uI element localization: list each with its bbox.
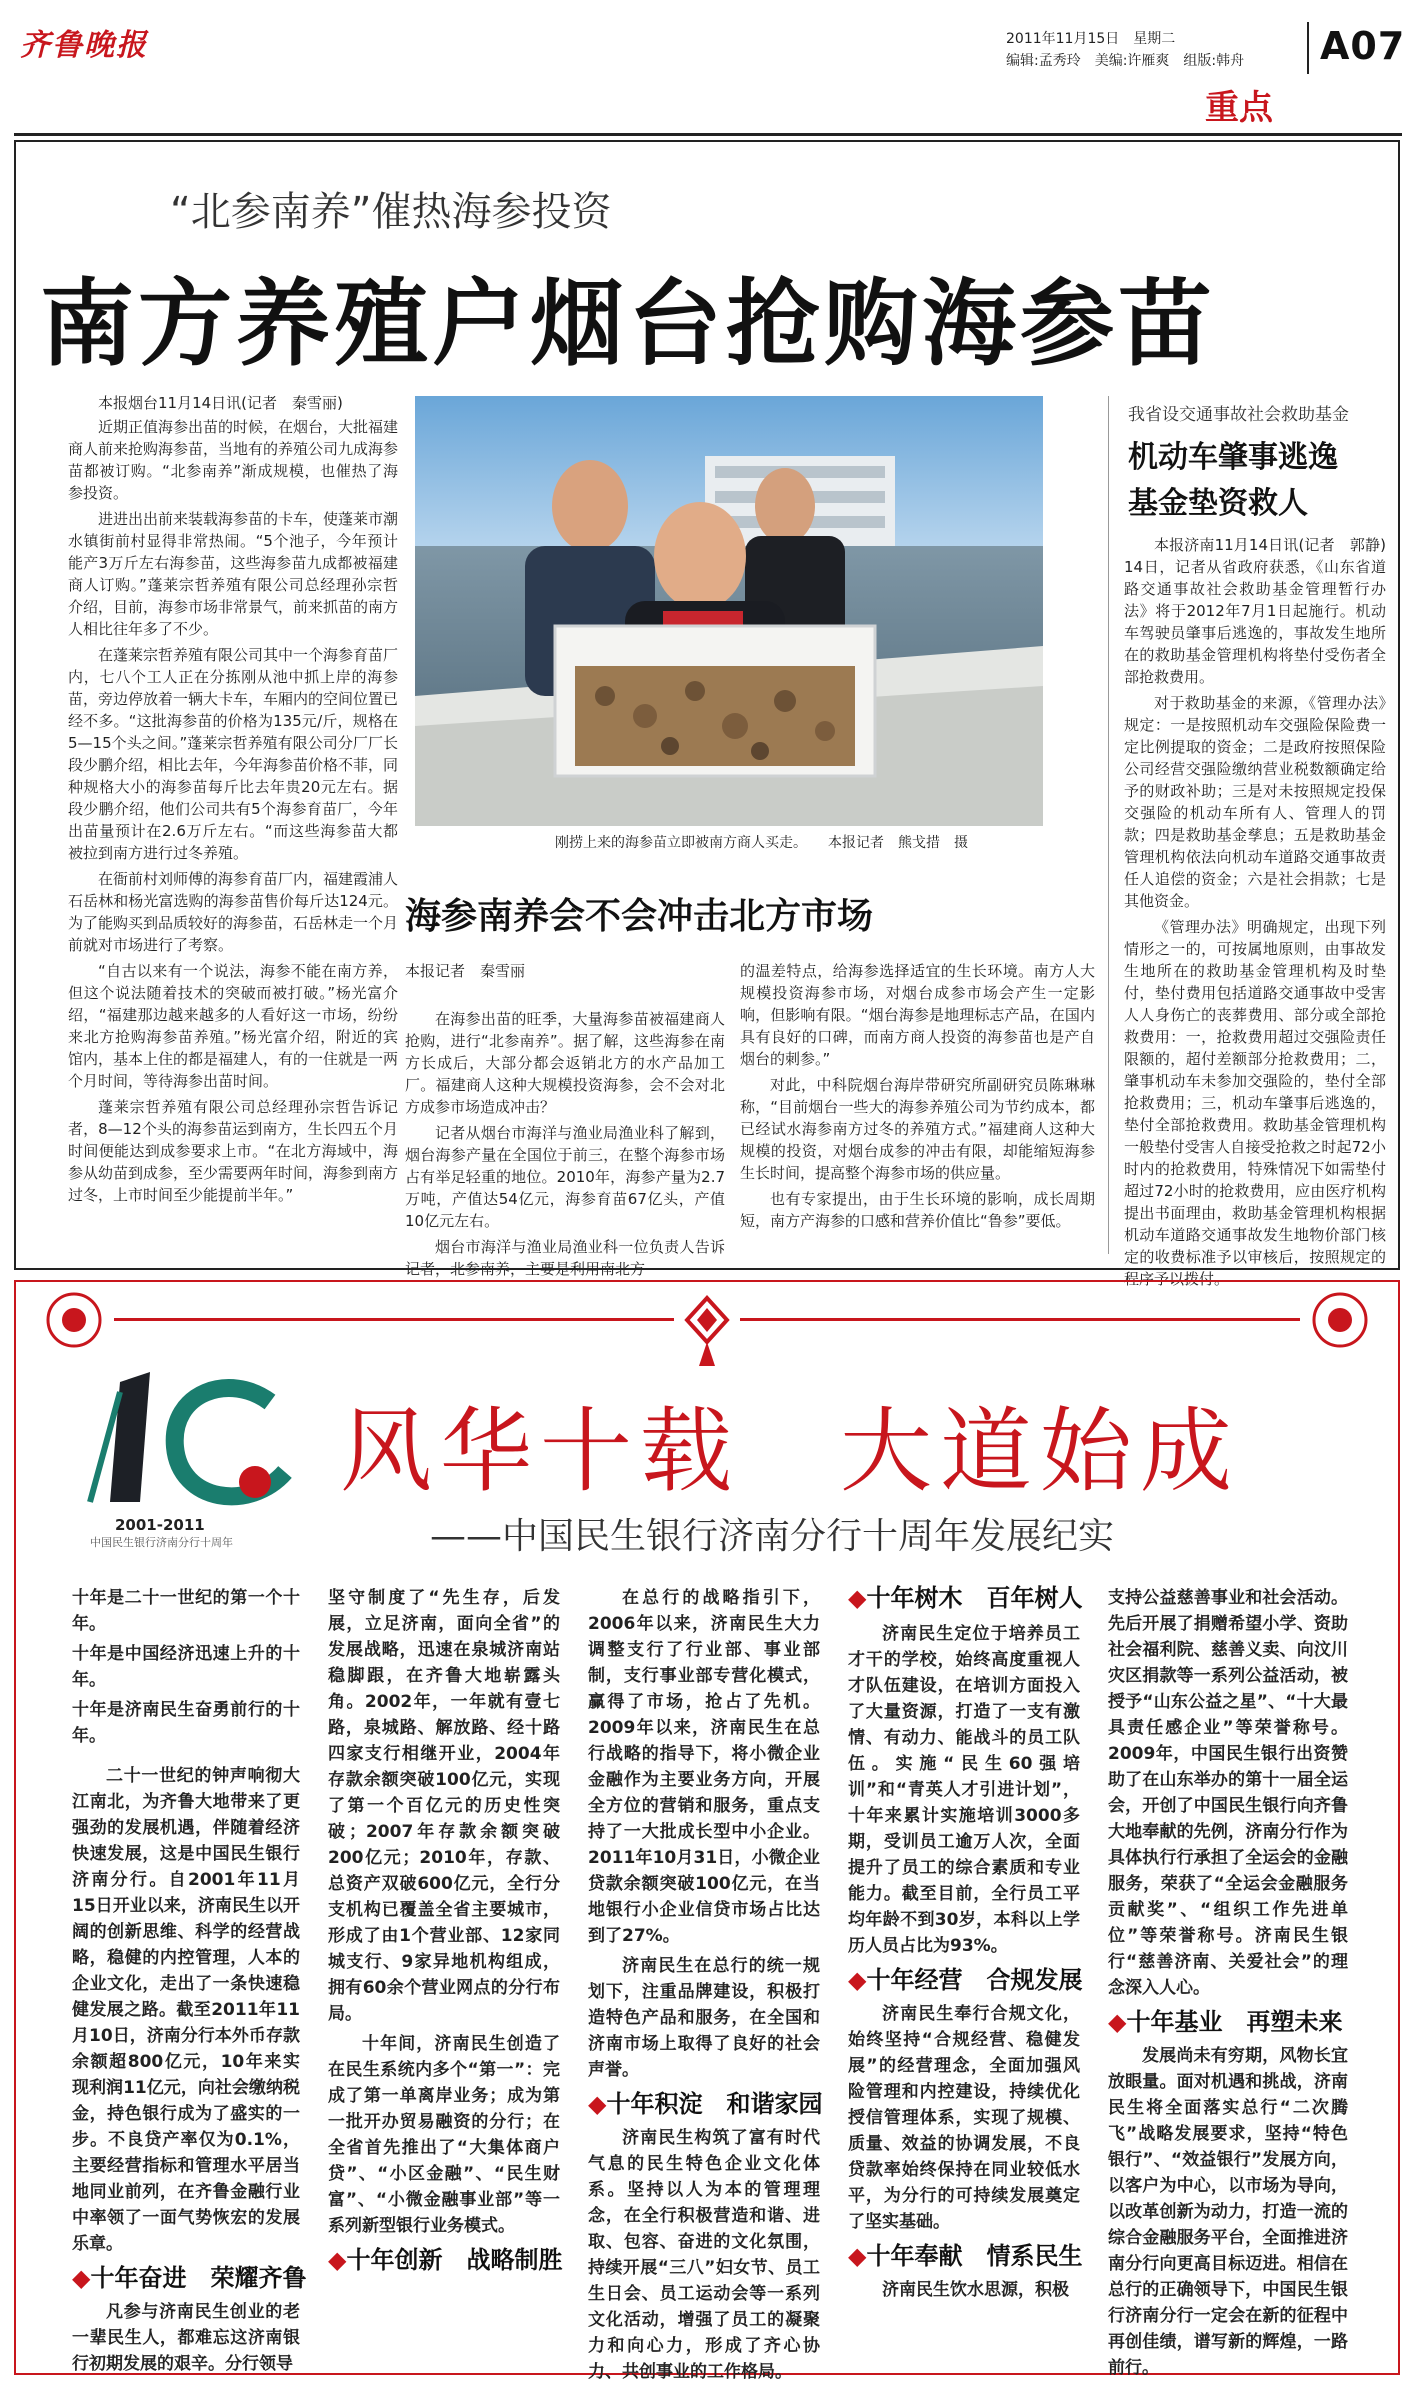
sidebar-kicker: 我省设交通事故社会救助基金 [1128, 405, 1349, 425]
middle-article-column-2 [740, 960, 1095, 1236]
sidebar-divider [1108, 396, 1109, 1254]
section-heading-text: 十年奉献 情系民生 [866, 2242, 1083, 2270]
article-paragraph: 烟台市海洋与渔业局渔业科一位负责人告诉记者，北参南养，主要是利用南北方 [405, 1238, 725, 1278]
section-heading [848, 2242, 1083, 2270]
advertorial-paragraph: 发展尚未有穷期，风物长宜放眼量。面对机遇和挑战，济南民生将全面落实总行“二次腾飞”战略发展要求，坚持“特色银行”、“效益银行”发展方向，以客户为中心，以市场为导向，以改革创新为动力，打造一流的综合金融服务平台，全面推进济南分行向更高目标迈进。相信在总行的正确领导下，中国民生银行济南分行一定会在新的征程中再创佳绩，谱写新的辉煌，一路前行。 [1108, 2046, 1348, 2378]
news-photo-sea-cucumber-boat [415, 396, 1043, 826]
ten-year-logo-icon [80, 1362, 320, 1512]
logo-years: 2001-2011 [115, 1516, 205, 1534]
article-paragraph: 也有专家提出，由于生长环境的影响，成长周期短，南方产海参的口感和营养价值比“鲁参”要低。 [740, 1190, 1095, 1230]
section-heading-text: 十年树木 百年树人 [866, 1584, 1083, 1612]
masthead-logo: 齐鲁晚报 [20, 28, 148, 63]
article-paragraph: 在海参出苗的旺季，大量海参苗被福建商人抢购，进行“北参南养”。据了解，这些海参在南方长成后，大部分都会返销北方的水产品加工厂。福建商人这种大规模投资海参，会不会对北方成参市场造成冲击？ [405, 1010, 725, 1116]
article-paragraph: 蓬莱宗哲养殖有限公司总经理孙宗哲告诉记者，8—12个头的海参苗运到南方，生长四五个月时间便能达到成参要求上市。“在北方海域中，海参从幼苗到成参，至少需要两年时间，海参到南方过冬，上市时间至少能提前半年。” [68, 1098, 399, 1204]
section-heading-text: 十年奋进 荣耀齐鲁 [90, 2264, 307, 2292]
article-headline: 南方养殖户烟台抢购海参苗 [40, 270, 1217, 379]
left-article-column [68, 392, 398, 1210]
sidebar-column [1124, 534, 1402, 1294]
section-heading [848, 1584, 1083, 1612]
section-label: 重点 [1205, 88, 1273, 128]
article-paragraph: 本报济南11月14日讯(记者 郭静) 14日，记者从省政府获悉，《山东省道路交通事故社会救助基金管理暂行办法》将于2012年7月1日起施行。机动车驾驶员肇事后逃逸的，事故发生地所在的救助基金管理机构将垫付受伤者全部抢救费用。 [1124, 536, 1402, 686]
section-heading-text: 十年积淀 和谐家园 [606, 2090, 823, 2118]
advertorial-paragraph: 济南民生定位于培养员工才干的学校，始终高度重视人才队伍建设，在培训方面投入了大量资源，打造了一支有激情、有动力、能战斗的员工队伍。实施“民生60强培训”和“青英人才引进计划”，十年来累计实施培训3000多期，受训员工逾万人次，全面提升了员工的综合素质和专业能力。截至目前，全行员工平均年龄不到30岁，本科以上学历人员占比为93%。 [848, 1624, 1080, 1956]
article-paragraph: “自古以来有一个说法，海参不能在南方养，但这个说法随着技术的突破而被打破。”杨光富介绍，“福建那边越来越多的人看好这一市场，纷纷来北方抢购海参苗养殖。”杨光富介绍，附近的宾馆内，基本上住的都是福建人，有的一住就是一两个月时间，等待海参出苗时间。 [68, 962, 399, 1090]
article-paragraph: 对于救助基金的来源，《管理办法》规定：一是按照机动车交强险保险费一定比例提取的资金；二是政府按照保险公司经营交强险缴纳营业税数额确定给予的财政补助；三是对未按照规定投保交强险的机动车所有人、管理人的罚款；四是救助基金孳息；五是救助基金管理机构依法向机动车道路交通事故责任人追偿的资金；六是社会捐款；七是其他资金。 [1124, 694, 1386, 910]
bullet-icon: ◆ [848, 2242, 867, 2270]
advertorial-paragraph: 十年是二十一世纪的第一个十年。 [72, 1588, 300, 1634]
article-paragraph: 在蓬莱宗哲养殖有限公司其中一个海参育苗厂内，七八个工人正在分拣刚从池中抓上岸的海参苗，旁边停放着一辆大卡车，车厢内的空间位置已经不多。“这批海参苗的价格为135元/斤，规格在5—15个头之间。”蓬莱宗哲养殖有限公司分厂厂长段少鹏介绍，相比去年，今年海参苗价格不菲，同种规格大小的海参苗每斤比去年贵20元左右。据段少鹏介绍，他们公司共有5个海参育苗厂，今年出苗量预计在2.6万斤左右。“而这些海参苗大都被拉到南方进行过冬养殖。 [68, 646, 399, 862]
article-paragraph: 对此，中科院烟台海岸带研究所副研究员陈琳琳称，“目前烟台一些大的海参养殖公司为节约成本，都已经试水海参南方过冬的养殖方式。”福建商人这种大规模的投资，对烟台成参的冲击有限，却能缩短海参生长时间，提高整个海参市场的供应量。 [740, 1076, 1095, 1182]
bullet-icon: ◆ [848, 1966, 867, 1994]
advertorial-paragraph: 十年是中国经济迅速上升的十年。 [72, 1644, 300, 1690]
article-byline: 本报烟台11月14日讯(记者 秦雪丽) [98, 394, 343, 412]
article-paragraph: 在衙前村刘师傅的海参育苗厂内，福建霞浦人石岳林和杨光富选购的海参苗售价每斤达124元。为了能购买到品质较好的海参苗，石岳林走一个月前就对市场进行了考察。 [68, 870, 399, 954]
article-kicker: “北参南养”催热海参投资 [170, 189, 612, 235]
bullet-icon: ◆ [588, 2090, 607, 2118]
advertorial-paragraph: 济南民生构筑了富有时代气息的民生特色企业文化体系。坚持以人为本的管理理念，在全行积极营造和谐、进取、包容、奋进的文化氛围，持续开展“三八”妇女节、员工生日会、员工运动会等一系列文化活动，增强了员工的凝聚力和向心力，形成了齐心协力、共创事业的工作格局。 [588, 2128, 820, 2382]
advertorial-column-4 [848, 1584, 1083, 2307]
article-paragraph: 的温差特点，给海参选择适宜的生长环境。南方人大规模投资海参市场，对烟台成参市场会产生一定影响，但影响有限。“烟台海参是地理标志产品，在国内具有良好的口碑，而南方商人投资的海参苗也是产自烟台的刺参。” [740, 962, 1095, 1068]
sidebar-title-line-2: 基金垫资救人 [1128, 486, 1308, 521]
advertorial-column-3 [588, 1585, 823, 2389]
logo-caption: 中国民生银行济南分行十周年 [90, 1536, 233, 1549]
section-heading-text: 十年经营 合规发展 [866, 1966, 1083, 1994]
middle-article-column-1 [405, 960, 725, 1284]
article-paragraph: 记者从烟台市海洋与渔业局渔业科了解到，烟台海参产量在全国位于前三，在整个海参市场占有举足轻重的地位。2010年，海参产量为2.7万吨，产值达54亿元，海参育苗67亿头，产值10亿元左右。 [405, 1124, 725, 1230]
advertorial-paragraph: 支持公益慈善事业和社会活动。先后开展了捐赠希望小学、资助社会福利院、慈善义卖、向汶川灾区捐款等一系列公益活动，被授予“山东公益之星”、“十大最具责任感企业”等荣誉称号。2009年，中国民生银行出资赞助了在山东举办的第十一届全运会，开创了中国民生银行向齐鲁大地奉献的先例，济南分行作为具体执行行承担了全运会的金融服务，荣获了“全运会金融服务贡献奖”、“组织工作先进单位”等荣誉称号。济南民生银行“慈善济南、关爱社会”的理念深入人心。 [1108, 1588, 1348, 1998]
advertorial-paragraph: 十年间，济南民生创造了在民生系统内多个“第一”：完成了第一单离岸业务；成为第一批开办贸易融资的分行；在全省首先推出了“大集体商户贷”、“小区金融”、“民生财富”、“小微金融事业部”等一系列新型银行业务模式。 [328, 2034, 560, 2236]
section-heading-text: 十年创新 战略制胜 [346, 2246, 563, 2274]
article-paragraph: 进进出出前来装载海参苗的卡车，使蓬莱市潮水镇街前村显得非常热闹。“5个池子，今年预计能产3万斤左右海参苗，这些海参苗九成都被福建商人订购。”蓬莱宗哲养殖有限公司总经理孙宗哲介绍，目前，海参市场非常景气，前来抓苗的南方人相比往年多了不少。 [68, 510, 399, 638]
bullet-icon: ◆ [72, 2264, 91, 2292]
issue-date: 2011年11月15日 星期二 [1006, 31, 1176, 47]
advertorial-paragraph: 十年是济南民生奋勇前行的十年。 [72, 1700, 300, 1746]
advertorial-headline: 风华十载 大道始成 [340, 1398, 1241, 1505]
section-heading [328, 2246, 563, 2274]
advertorial-paragraph: 济南民生饮水思源，积极 [882, 2280, 1069, 2300]
decorative-border [14, 1280, 1400, 1370]
section-heading [1108, 2009, 1348, 2035]
anniversary-logo [80, 1362, 320, 1549]
bullet-icon: ◆ [848, 1584, 867, 1612]
sidebar-title-line-1: 机动车肇事逃逸 [1128, 440, 1338, 475]
page-number: A07 [1320, 24, 1406, 68]
advertorial-subtitle: ——中国民生银行济南分行十周年发展纪实 [430, 1516, 1115, 1557]
section-heading [72, 2264, 307, 2292]
advertorial-column-2 [328, 1585, 563, 2281]
section-heading [588, 2090, 823, 2118]
photo-caption: 刚捞上来的海参苗立即被南方商人买走。 本报记者 熊戈措 摄 [555, 835, 968, 851]
advertorial-column-1 [72, 1585, 307, 2381]
section-heading-text: 十年基业 再塑未来 [1126, 2008, 1343, 2036]
advertorial-paragraph: 二十一世纪的钟声响彻大江南北，为齐鲁大地带来了更强劲的发展机遇，伴随着经济快速发展，这是中国民生银行济南分行。自2001年11月15日开业以来，济南民生以开阔的创新思维、科学的经营战略，稳健的内控管理，人本的企业文化，走出了一条快速稳健发展之路。截至2011年11月10日，济南分行本外币存款余额超800亿元，10年来实现利润11亿元，向社会缴纳税金，持色银行成为了盛实的一步。不良贷产率仅为0.1%，主要经营指标和管理水平居当地同业前列，在齐鲁金融行业中率领了一面气势恢宏的发展乐章。 [72, 1766, 300, 2254]
bullet-icon: ◆ [328, 2246, 347, 2274]
advertorial-paragraph: 坚守制度了“先生存，后发展，立足济南，面向全省”的发展战略，迅速在泉城济南站稳脚跟，在齐鲁大地崭露头角。2002年，一年就有壹七路，泉城路、解放路、经十路四家支行相继开业，2004年存款余额突破100亿元，实现了第一个百亿元的历史性突破；2007年存款余额突破200亿元；2010年，存款、总资产双破600亿元，全行分支机构已覆盖全省主要城市，形成了由1个营业部、12家同城支行、9家异地机构组成，拥有60余个营业网点的分行布局。 [328, 1588, 560, 2024]
bullet-icon: ◆ [1108, 2008, 1127, 2036]
article-byline: 本报记者 秦雪丽 [405, 962, 526, 980]
advertorial-paragraph: 济南民生奉行合规文化，始终坚持“合规经营、稳健发展”的经营理念，全面加强风险管理和内控建设，持续优化授信管理体系，实现了规模、质量、效益的协调发展，不良贷款率始终保持在同业较低水平，为分行的可持续发展奠定了坚实基础。 [848, 2004, 1080, 2232]
sub-headline: 海参南养会不会冲击北方市场 [405, 896, 874, 937]
editor-credits: 编辑:孟秀玲 美编:许雁爽 组版:韩舟 [1006, 53, 1245, 69]
article-paragraph: 近期正值海参出苗的时候，在烟台，大批福建商人前来抢购海参苗，当地有的养殖公司九成海参苗都被订购。“北参南养”渐成规模，也催热了海参投资。 [68, 418, 399, 502]
section-heading [848, 1966, 1083, 1994]
header-divider [1307, 22, 1309, 74]
advertorial-paragraph: 济南民生在总行的统一规划下，注重品牌建设，积极打造特色产品和服务，在全国和济南市场上取得了良好的社会声誉。 [588, 1956, 820, 2080]
article-paragraph: 《管理办法》明确规定，出现下列情形之一的，可按属地原则，由事故发生地所在的救助基金管理机构及时垫付，垫付费用包括道路交通事故中受害人人身伤亡的丧葬费用、部分或全部抢救费用：一，抢救费用超过交强险责任限额的，超付差额部分抢救费用；二，肇事机动车未参加交强险的，垫付全部抢救费用；三，机动车肇事后逃逸的，垫付全部抢救费用。救助基金管理机构一般垫付受害人自接受抢救之时起72小时内的抢救费用，特殊情况下如需垫付超过72小时的抢救费用，应由医疗机构提出书面理由，救助基金管理机构根据机动车道路交通事故发生地物价部门核定的收费标准予以审核后，按照规定的程序予以拨付。 [1124, 918, 1386, 1288]
advertorial-paragraph: 在总行的战略指引下，2006年以来，济南民生大力调整支行了行业部、事业部制，支行事业部专营化模式，赢得了市场，抢占了先机。2009年以来，济南民生在总行战略的指导下，将小微企业金融作为主要业务方向，开展全方位的营销和服务，重点支持了一大批成长型中小企业。2011年10月31日，小微企业贷款余额突破100亿元，在当地银行小企业信贷市场占比达到了27%。 [588, 1588, 820, 1946]
advertorial-column-5 [1108, 1585, 1348, 2385]
header-rule [14, 133, 1402, 136]
advertorial-paragraph: 凡参与济南民生创业的老一辈民生人，都难忘这济南银行初期发展的艰辛。分行领导 [72, 2302, 300, 2374]
